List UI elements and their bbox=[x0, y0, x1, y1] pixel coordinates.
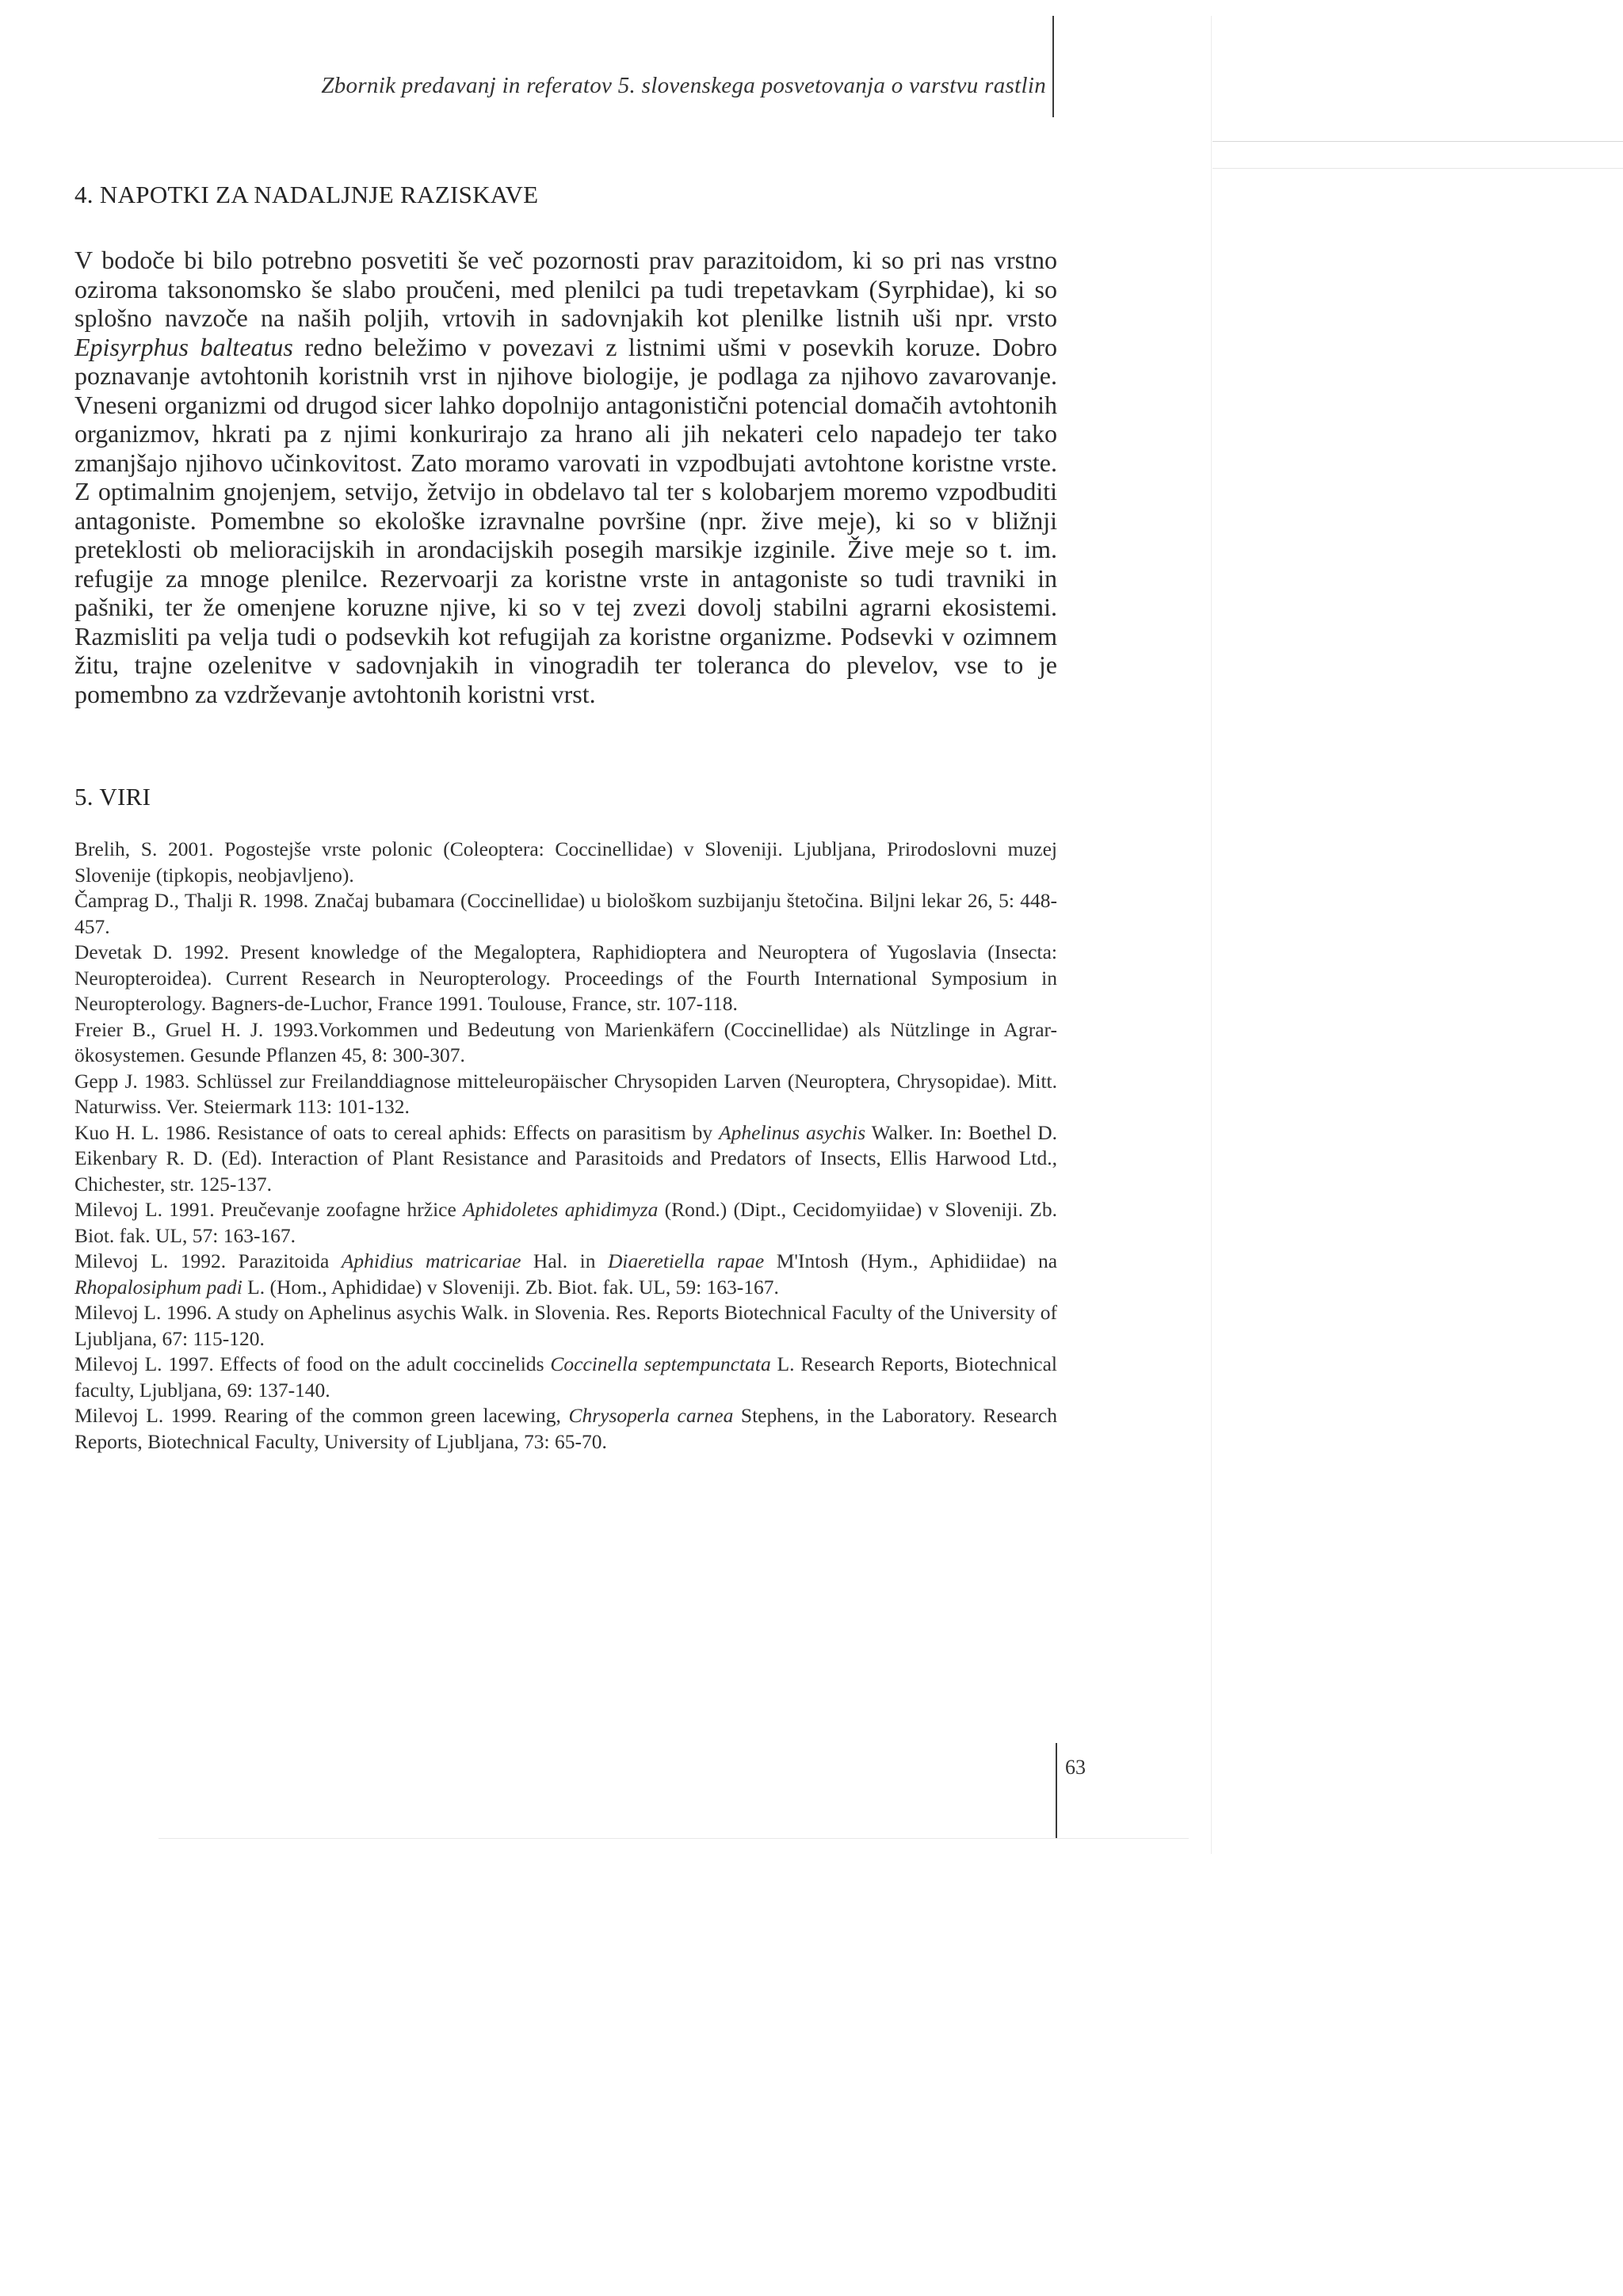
species-name: Chrysoperla carnea bbox=[568, 1404, 734, 1427]
reference-text: L. (Hom., Aphididae) v Sloveniji. Zb. Biot. fak. UL, 59: 163-167. bbox=[242, 1275, 779, 1299]
section-4-paragraph bbox=[74, 246, 1057, 708]
header-vertical-rule bbox=[1052, 16, 1054, 117]
species-name: Rhopalosiphum padi bbox=[74, 1275, 242, 1299]
reference-list bbox=[74, 837, 1057, 1455]
species-name: Aphidoletes aphidimyza bbox=[463, 1198, 659, 1221]
species-name: Coccinella septempunctata bbox=[550, 1352, 771, 1375]
reference-text: Milevoj L. 1999. Rearing of the common green lacewing, bbox=[74, 1404, 569, 1427]
paragraph-text: redno beležimo v povezavi z listnimi ušmi v posevkih koruze. Dobro poznavanje avtohtonih koristnih vrst in njihove biologije, je podlaga za njihovo zavarovanje. Vneseni organizmi od drugod sicer lahko dopolnijo antagonistični potencial domačih avtohtonih organizmov, hkrati pa z njimi konkurirajo za hrano ali jih nekateri celo napadejo ter tako zmanjšajo njihovo učinkovitost. Zato moramo varovati in vzpodbujati avtohtone koristne vrste. Z optimalnim gnojenjem, setvijo, žetvijo in obdelavo tal ter s kolobarjem moremo vzpodbuditi antagoniste. Pomembne so ekološke izravnalne površine (npr. žive meje), ki so v bližnji preteklosti ob melioracijskih in arondacijskih posegih marsikje izginile. Žive meje so t. im. refugije za mnoge plenilce. Rezervoarji za koristne vrste in antagoniste so tudi travniki in pašniki, ter že omenjene koruzne njive, ki so v tej zvezi dovolj stabilni agrarni ekosistemi. Razmisliti pa velja tudi o podsevkih kot refugijah za koristne organizme. Podsevki v ozimnem žitu, trajne ozelenitve v sadovnjakih in vinogradih ter toleranca do plevelov, vse to je pomembno za vzdrževanje avtohtonih koristni vrst. bbox=[74, 332, 1058, 708]
reference-text: M'Intosh (Hym., Aphidiidae) na bbox=[764, 1249, 1058, 1272]
running-header: Zbornik predavanj in referatov 5. slovenskega posvetovanja o varstvu rastlin bbox=[321, 73, 1046, 98]
reference-item bbox=[74, 1120, 1057, 1198]
reference-item: Čamprag D., Thalji R. 1998. Značaj bubamara (Coccinellidae) u biološkom suzbijanju štetočina. Biljni lekar 26, 5: 448-457. bbox=[74, 889, 1057, 938]
paragraph-text: V bodoče bi bilo potrebno posvetiti še več pozornosti prav parazitoidom, ki so pri nas vrstno oziroma taksonomsko še slabo proučeni, med plenilci pa tudi trepetavkam (Syrphidae), ki so splošno navzoče na naših poljih, vrtovih in sadovnjakih kot plenilke listnih uši npr. vrsto bbox=[74, 246, 1057, 332]
footer-vertical-rule bbox=[1056, 1743, 1057, 1838]
scan-artifact-line bbox=[158, 1838, 1189, 1839]
species-name: Aphelinus asychis bbox=[719, 1120, 866, 1144]
scan-artifact-line bbox=[1212, 141, 1623, 142]
reference-text: Milevoj L. 1997. Effects of food on the adult coccinelids bbox=[74, 1352, 551, 1375]
reference-item: Milevoj L. 1996. A study on Aphelinus asychis Walk. in Slovenia. Res. Reports Biotechnical Faculty of the University of Ljubljana, 67: 115-120. bbox=[74, 1301, 1057, 1350]
reference-item: Brelih, S. 2001. Pogostejše vrste polonic (Coleoptera: Coccinellidae) v Sloveniji. Ljubljana, Prirodoslovni muzej Slovenije (tipkopis, neobjavljeno). bbox=[74, 837, 1057, 887]
scan-artifact-line bbox=[1212, 168, 1623, 169]
section-4-heading: 4. NAPOTKI ZA NADALJNJE RAZISKAVE bbox=[74, 181, 539, 208]
reference-text: Kuo H. L. 1986. Resistance of oats to cereal aphids: Effects on parasitism by bbox=[74, 1120, 720, 1144]
reference-item: Gepp J. 1983. Schlüssel zur Freilanddiagnose mitteleuropäischer Chrysopiden Larven (Neuroptera, Chrysopidae). Mitt. Naturwiss. Ver. Steiermark 113: 101-132. bbox=[74, 1069, 1057, 1118]
reference-text: Stephens, in the Laboratory. Research Reports, Biotechnical Faculty, University of Ljubljana, 73: 65-70. bbox=[74, 1404, 1058, 1453]
species-name: Diaeretiella rapae bbox=[607, 1249, 765, 1272]
scan-artifact-line bbox=[1211, 16, 1212, 1854]
reference-item: Freier B., Gruel H. J. 1993.Vorkommen und Bedeutung von Marienkäfern (Coccinellidae) als Nützlinge in Agrar-ökosystemen. Gesunde Pflanzen 45, 8: 300-307. bbox=[74, 1017, 1057, 1066]
reference-item bbox=[74, 1197, 1057, 1249]
reference-text: Milevoj L. 1991. Preučevanje zoofagne hržice bbox=[74, 1198, 464, 1221]
reference-text: Walker. In: Boethel D. Eikenbary R. D. (Ed). Interaction of Plant Resistance and Parasitoids and Predators of Insects, Ellis Harwood Ltd., Chichester, str. 125-137. bbox=[74, 1120, 1057, 1196]
reference-text: Milevoj L. 1992. Parazitoida bbox=[74, 1249, 342, 1272]
reference-item: Devetak D. 1992. Present knowledge of the Megaloptera, Raphidioptera and Neuroptera of Yugoslavia (Insecta: Neuropteroidea). Current Research in Neuropterology. Proceedings of the Fourth International Symposium in Neuropterology. Bagners-de-Luchor, France 1991. Toulouse, France, str. 107-118. bbox=[74, 940, 1057, 1015]
reference-text: L. Research Reports, Biotechnical faculty, Ljubljana, 69: 137-140. bbox=[74, 1352, 1058, 1402]
reference-text: Hal. in bbox=[521, 1249, 608, 1272]
reference-text: (Rond.) (Dipt., Cecidomyiidae) v Sloveniji. Zb. Biot. fak. UL, 57: 163-167. bbox=[74, 1198, 1057, 1247]
species-name: Episyrphus balteatus bbox=[74, 332, 293, 361]
reference-item bbox=[74, 1249, 1057, 1300]
page-number: 63 bbox=[1065, 1756, 1086, 1779]
species-name: Aphidius matricariae bbox=[341, 1249, 521, 1272]
reference-item bbox=[74, 1403, 1057, 1455]
section-5-heading: 5. VIRI bbox=[74, 783, 151, 810]
reference-item bbox=[74, 1352, 1057, 1403]
